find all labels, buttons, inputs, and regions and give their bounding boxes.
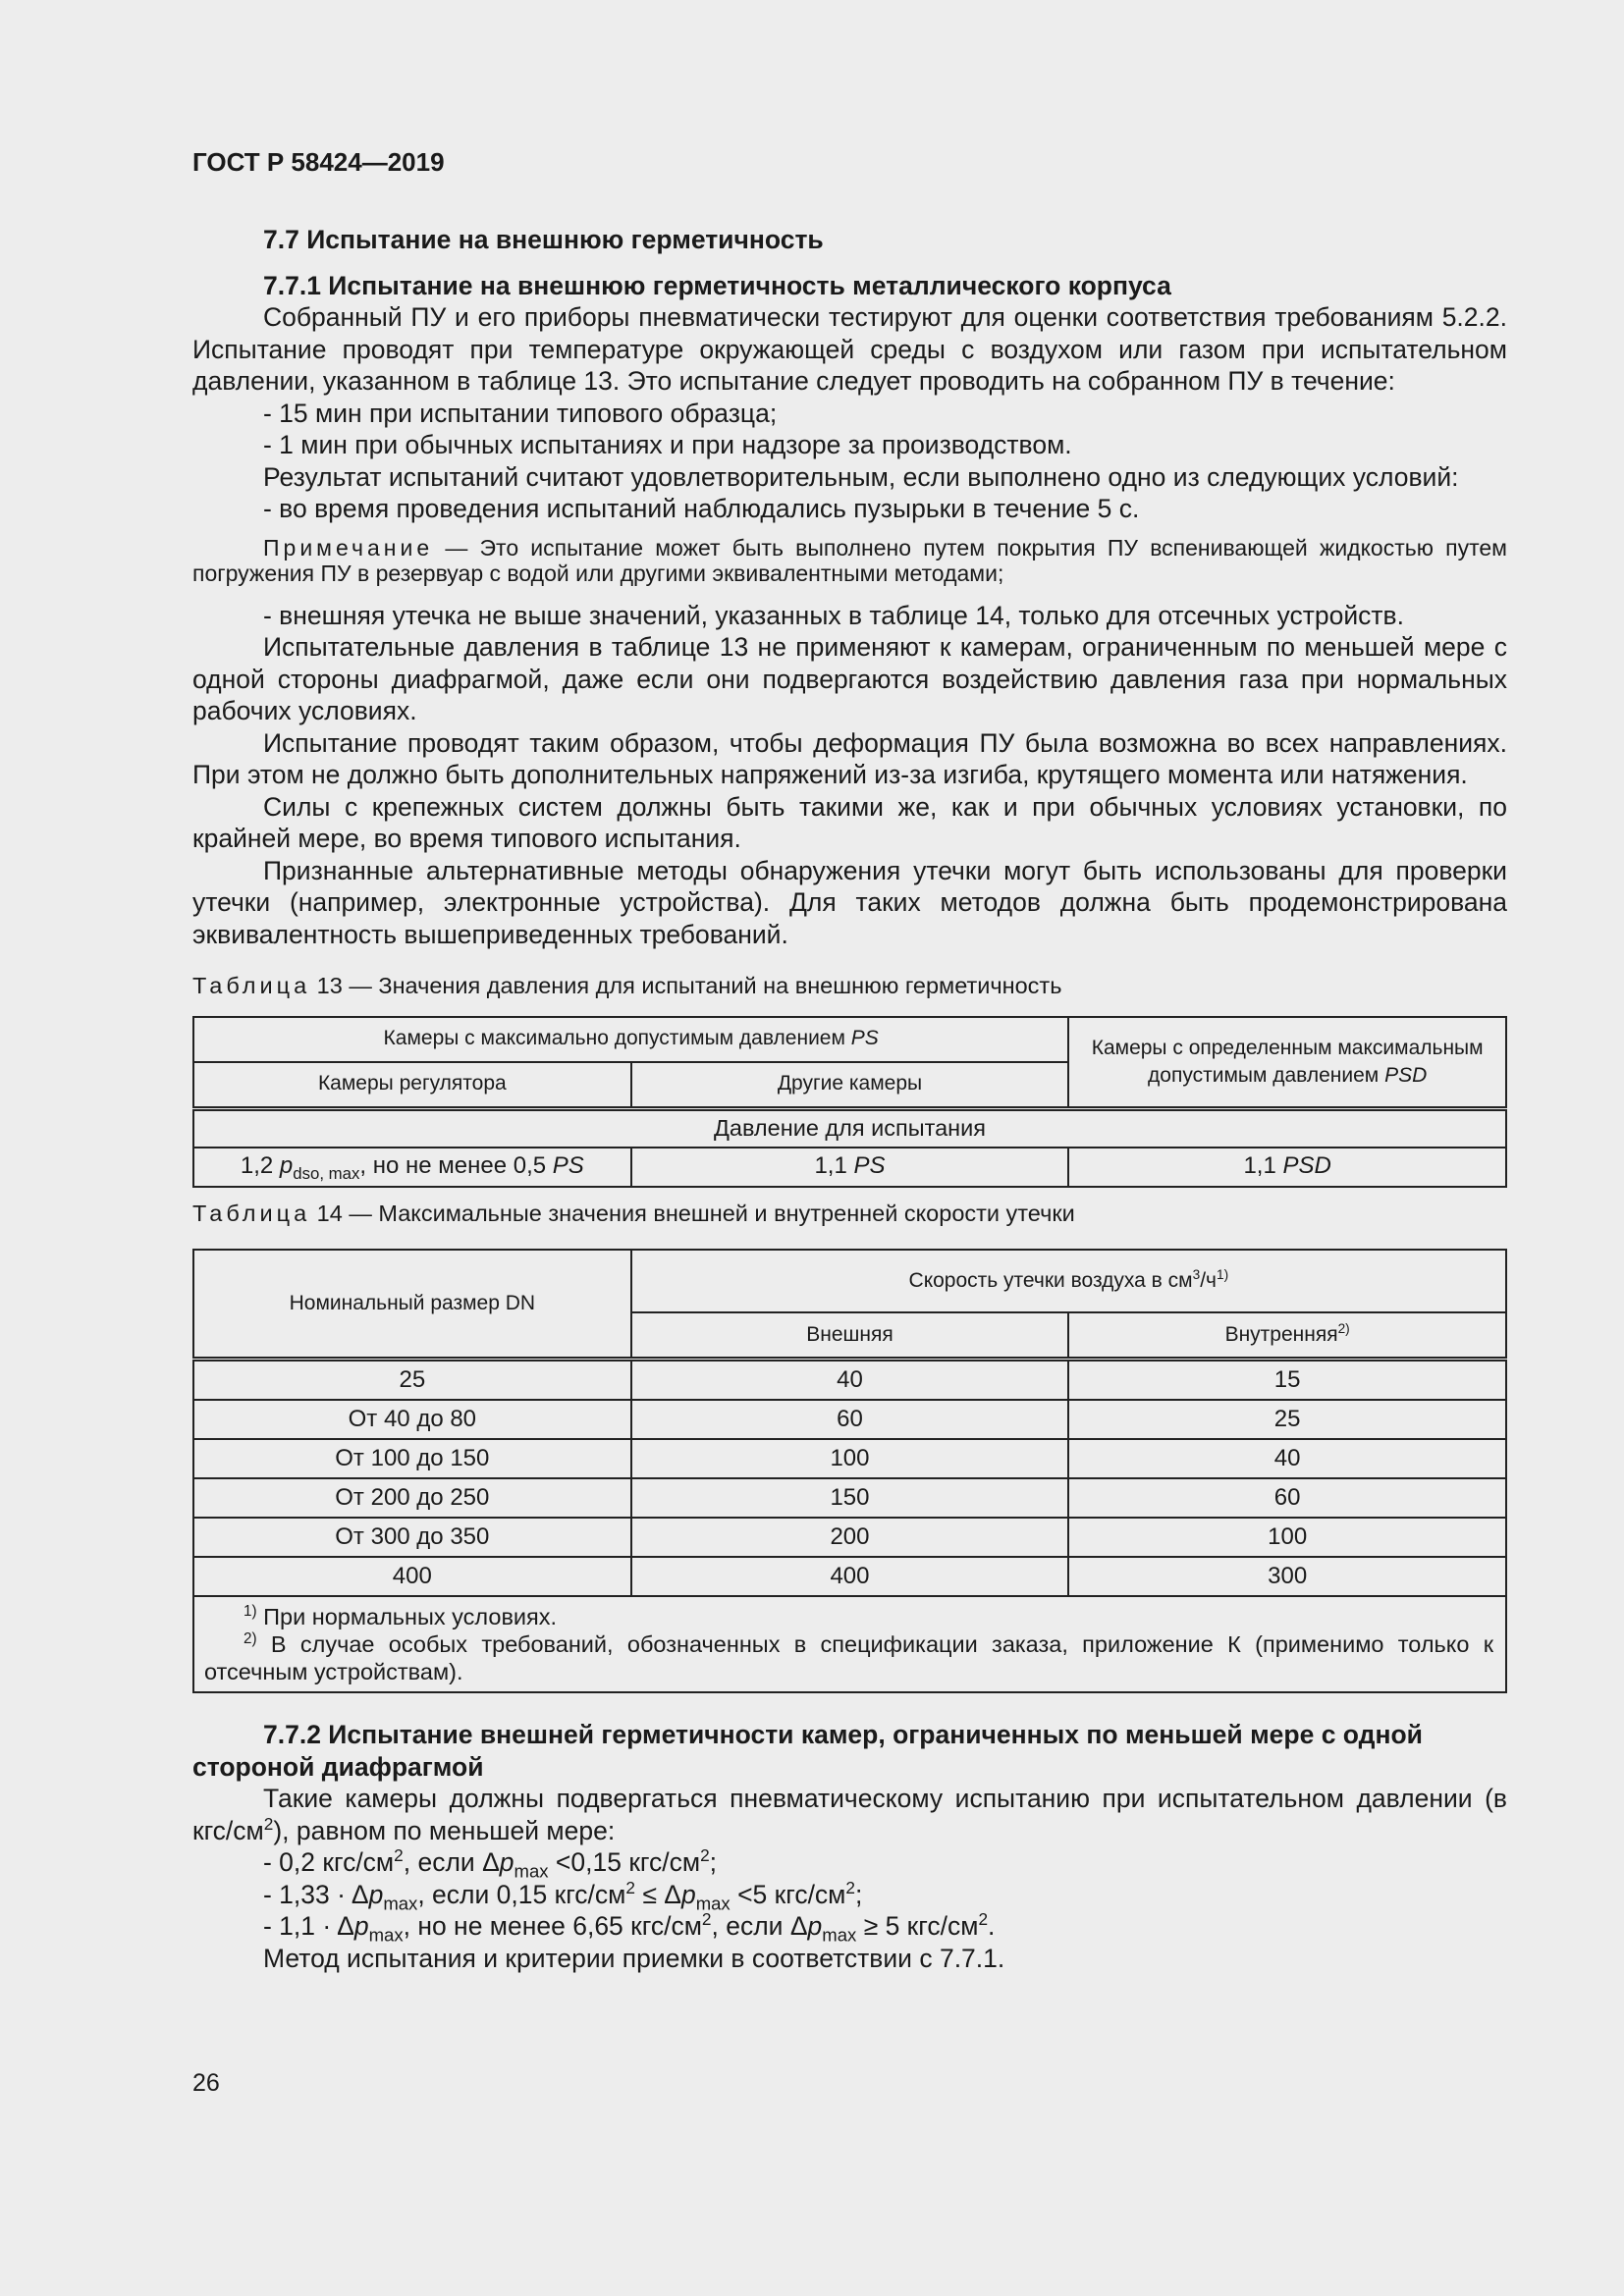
paragraph: Признанные альтернативные методы обнаружения утечки могут быть использованы для проверки утечки (например, электронные устройства). Для таких методов должна быть продемонстрирована эквивалентность вышеприведенных требований. bbox=[192, 855, 1507, 949]
paragraph: Результат испытаний считают удовлетворительным, если выполнено одно из следующих условий: bbox=[263, 461, 1459, 492]
list-item: - внешняя утечка не выше значений, указанных в таблице 14, только для отсечных устройств. bbox=[263, 600, 1404, 630]
document-header: ГОСТ Р 58424—2019 bbox=[192, 147, 445, 177]
list-item: - 15 мин при испытании типового образца; bbox=[263, 398, 778, 428]
table-14 bbox=[192, 1249, 1507, 1693]
note bbox=[192, 535, 1507, 586]
paragraph: Испытательные давления в таблице 13 не применяют к камерам, ограниченным по меньшей мере с одной стороны диафрагмой, даже если они подвергаются воздействию давления газа при нормальных рабочих условиях. bbox=[192, 632, 1507, 725]
paragraph: Силы с крепежных систем должны быть такими же, как и при обычных условиях установки, по крайней мере, во время типового испытания. bbox=[192, 791, 1507, 853]
table-13 bbox=[192, 1016, 1507, 1188]
page-number: 26 bbox=[192, 2069, 220, 2097]
note-text: — Это испытание может быть выполнено путем покрытия ПУ вспенивающей жидкостью путем погружения ПУ в резервуар с водой или другими эквивалентными методами; bbox=[192, 534, 1507, 586]
table-header-cell: Скорость утечки воздуха в $см^3/ч^{1)}$ bbox=[631, 1250, 1506, 1312]
paragraph: Метод испытания и критерии приемки в соответствии с 7.7.1. bbox=[263, 1943, 1005, 1973]
footnote: $^{2)}$ В случае особых требований, обозначенных в спецификации заказа, приложение К (применимо только к отсечным устройствам). bbox=[204, 1630, 1493, 1684]
table-header-cell: Другие камеры bbox=[631, 1062, 1069, 1109]
table-header-cell: Камеры с определенным максимальным допустимым давлением PSD bbox=[1068, 1017, 1506, 1109]
table-header-cell: Номинальный размер DN bbox=[193, 1250, 631, 1360]
table-subheader: Давление для испытания bbox=[193, 1108, 1506, 1148]
footnote: $^{1)}$ При нормальных условиях. bbox=[244, 1603, 558, 1629]
section-heading-7-7: 7.7 Испытание на внешнюю герметичность bbox=[263, 225, 824, 254]
paragraph: Собранный ПУ и его приборы пневматически тестируют для оценки соответствия требованиям 5.2.2. Испытание проводят при температуре окружающей среды с воздухом или газом при испытательном давлении, указанном в таблице 13. Это испытание следует проводить на собранном ПУ в течение: bbox=[192, 302, 1507, 396]
table-row: От 300 до 350 200 100 bbox=[193, 1518, 1506, 1557]
section-heading-7-7-1: 7.7.1 Испытание на внешнюю герметичность металлического корпуса bbox=[263, 270, 1171, 300]
table-header-cell: Камеры регулятора bbox=[193, 1062, 631, 1109]
formula-item: - $1,1 \cdot \Delta p_{max}$, но не менее 6,65 кгс/$см^2$, если $\Delta p_{max} \ge 5$ кгс/$см^2$. bbox=[263, 1909, 996, 1946]
table-header-cell: Внешняя bbox=[631, 1312, 1069, 1360]
table-row: От 40 до 80 60 25 bbox=[193, 1400, 1506, 1439]
table-row: 400 400 300 bbox=[193, 1557, 1506, 1596]
table-cell: 1,1 PS bbox=[631, 1148, 1069, 1187]
list-item: - 1 мин при обычных испытаниях и при надзоре за производством. bbox=[263, 430, 1072, 459]
formula-item: - 0,2 кгс/$см^2$, если $\Delta p_{max} <0,15$ кгс/$см^2$; bbox=[263, 1845, 718, 1882]
table-13-caption: Таблица 13 — Значения давления для испытаний на внешнюю герметичность bbox=[192, 973, 1062, 998]
table-row: От 100 до 150 100 40 bbox=[193, 1439, 1506, 1478]
paragraph: Такие камеры должны подвергаться пневматическому испытанию при испытательном давлении (в кгс/$см^2$), равном по меньшей мере: bbox=[192, 1784, 1507, 1845]
table-header-cell: Камеры с максимально допустимым давлением PS bbox=[193, 1017, 1068, 1062]
section-heading-7-7-2: 7.7.2 Испытание внешней герметичности камер, ограниченных по меньшей мере с одной стороной диафрагмой bbox=[192, 1720, 1423, 1782]
list-item: - во время проведения испытаний наблюдались пузырьки в течение 5 с. bbox=[263, 494, 1140, 523]
page-content bbox=[192, 224, 1507, 1974]
table-footnotes bbox=[193, 1596, 1506, 1692]
note-label: Примечание bbox=[263, 534, 434, 561]
table-14-caption: Таблица 14 — Максимальные значения внешней и внутренней скорости утечки bbox=[192, 1200, 1075, 1226]
table-row: 25 40 15 bbox=[193, 1360, 1506, 1401]
paragraph: Испытание проводят таким образом, чтобы деформация ПУ была возможна во всех направлениях. При этом не должно быть дополнительных напряжений из-за изгиба, крутящего момента или натяжения. bbox=[192, 727, 1507, 789]
table-header-cell: Внутренняя$^{2)}$ bbox=[1068, 1312, 1506, 1360]
table-cell: 1,2 $p_{dso, max}$, но не менее 0,5 PS bbox=[193, 1148, 631, 1187]
table-row: От 200 до 250 150 60 bbox=[193, 1478, 1506, 1518]
formula-item: - $1,33 \cdot \Delta p_{max}$, если 0,15 кгс/$см^2 \le \Delta p_{max} <5$ кгс/$см^2$; bbox=[263, 1877, 863, 1913]
table-cell: 1,1 PSD bbox=[1068, 1148, 1506, 1187]
